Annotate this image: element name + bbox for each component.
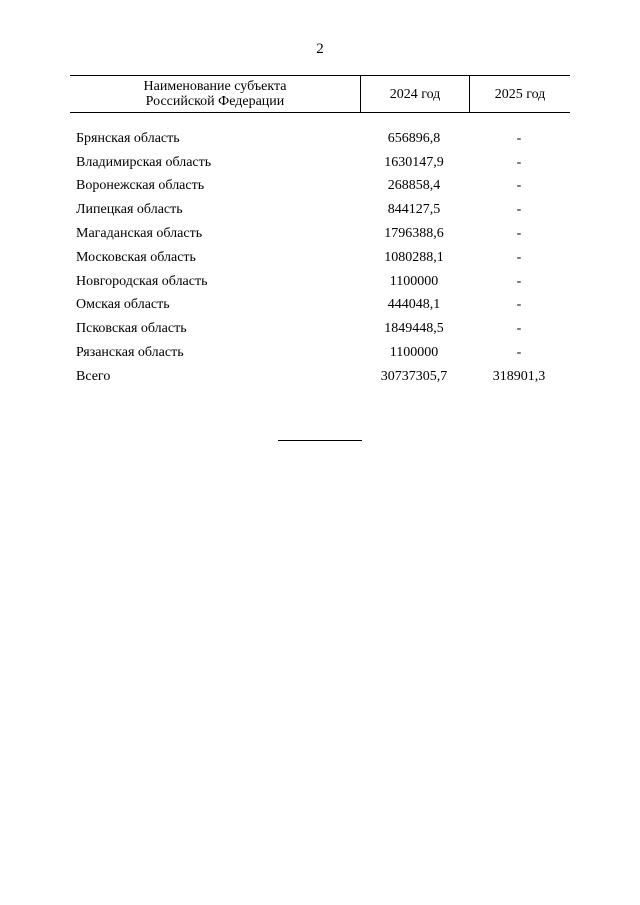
table-row	[70, 127, 570, 151]
cell-value-2024: 1849448,5	[384, 321, 444, 337]
table-row	[70, 294, 570, 318]
cell-subject-name: Московская область	[76, 249, 196, 265]
cell-value-2024: 1080288,1	[384, 249, 444, 265]
cell-value-2025: -	[516, 154, 522, 170]
header-subject-name-line2: Российской Федерации	[145, 94, 285, 109]
page-number: 2	[316, 41, 324, 57]
table-row	[70, 270, 570, 294]
cell-subject-name: Магаданская область	[76, 226, 203, 242]
cell-subject-name: Брянская область	[76, 130, 180, 146]
cell-value-2024: 656896,8	[387, 130, 441, 146]
cell-value-2024: 268858,4	[387, 178, 441, 194]
table-row	[70, 175, 570, 199]
cell-value-2025: -	[516, 130, 522, 146]
cell-subject-name: Липецкая область	[76, 202, 183, 218]
cell-value-2025: -	[516, 297, 522, 313]
table-row	[70, 222, 570, 246]
cell-total-2024: 30737305,7	[380, 368, 448, 384]
cell-value-2024: 1100000	[389, 345, 439, 361]
cell-value-2025: -	[516, 273, 522, 289]
cell-value-2024: 1630147,9	[384, 154, 444, 170]
cell-subject-name: Омская область	[76, 297, 170, 313]
end-separator-line	[278, 440, 362, 441]
header-subject-name-line1: Наименование субъекта	[143, 79, 287, 94]
cell-subject-name: Владимирская область	[76, 154, 212, 170]
cell-value-2024: 1796388,6	[384, 226, 444, 242]
table-body	[70, 127, 570, 389]
cell-total-2025: 318901,3	[492, 368, 546, 384]
cell-subject-name: Рязанская область	[76, 345, 184, 361]
cell-value-2024: 444048,1	[387, 297, 441, 313]
cell-value-2025: -	[516, 345, 522, 361]
cell-subject-name: Псковская область	[76, 321, 187, 337]
cell-value-2025: -	[516, 178, 522, 194]
header-year-2024: 2024 год	[361, 76, 470, 112]
cell-total-label: Всего	[76, 368, 111, 384]
cell-value-2025: -	[516, 226, 522, 242]
cell-value-2025: -	[516, 321, 522, 337]
cell-value-2024: 844127,5	[387, 202, 441, 218]
table-row	[70, 151, 570, 175]
cell-value-2025: -	[516, 249, 522, 265]
table-row	[70, 317, 570, 341]
table-row-total	[70, 365, 570, 389]
table-row	[70, 246, 570, 270]
header-year-2025: 2025 год	[494, 86, 546, 102]
cell-value-2024: 1100000	[389, 273, 439, 289]
cell-subject-name: Воронежская область	[76, 178, 205, 194]
cell-value-2025: -	[516, 202, 522, 218]
table-row	[70, 341, 570, 365]
table-row	[70, 198, 570, 222]
cell-subject-name: Новгородская область	[76, 273, 208, 289]
header-subject-name	[70, 76, 361, 112]
table-header	[70, 75, 570, 113]
